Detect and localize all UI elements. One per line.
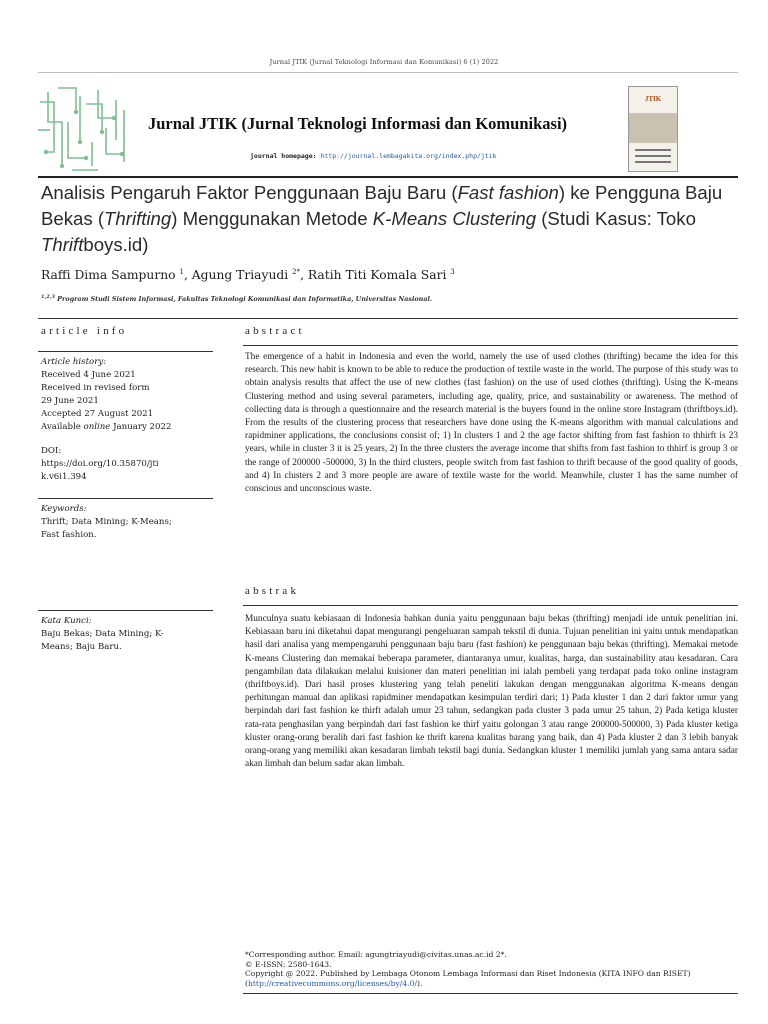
kata-kunci-text: Baju Bekas; Data Mining; K- [41, 629, 164, 639]
received-date: Received 4 June 2021 [41, 370, 136, 380]
keywords-text: Thrift; Data Mining; K-Means; [41, 517, 172, 527]
license-paren: ( [245, 978, 248, 988]
kata-kunci-rule [38, 610, 213, 611]
author-name: Ratih Titi Komala Sari [307, 268, 447, 283]
accepted-date: Accepted 27 August 2021 [41, 409, 154, 419]
keywords-text: Fast fashion. [41, 530, 97, 540]
cover-line [635, 155, 671, 157]
abstract-text: The emergence of a habit in Indonesia and even the world, namely the use of used clothes (thrifting) became the idea for this research. This new habit is known to be able to reduce the production of textile waste in the world. The purpose of this study was to obtain analysis results that affect the use of new clothes (fast fashion) on the use of used clothes (thrifting). Using the K-means Clustering method and using several parameters, including age, quality, price, and sustainability or awareness. The method of collecting data is through a questionnaire and the research material is the buyers found in the online store Instagram (thriftboys.id). From the results of the clustering process that researchers have done using the K-means algorithm with manual calculations and rapidminer applications, the conclusions consist of; 1) In clusters 1 and 2 the age factor shifting from fast fashion to thhirft is 23 years, while in cluster 3 it is 25 years, 2) In the three clusters the average income that shifts from fast fashion to thhirf is group 3 or the range of 200000 -500000, 3) In the third clusters, people switch from fast fashion to thrift because of the good quality of goods, and 4) In clusters 2 and 3 more people are aware of textile waste for the world. Meanwhile, cluster 1 has the same number of conscious and unconscious waste. [245, 352, 738, 495]
abstrak-heading: abstrak [245, 585, 300, 597]
title-divider [38, 318, 738, 319]
doi-link-cont[interactable]: k.v6i1.394 [41, 472, 87, 482]
article-info-heading: article info [41, 325, 128, 337]
license-link[interactable]: http://creativecommons.org/licenses/by/4.0/ [247, 978, 417, 988]
title-italic: Fast fashion [457, 182, 559, 203]
paper-title [41, 180, 731, 258]
title-text: ) ke Pengguna Baju Bekas ( [41, 182, 723, 229]
abstract-heading: abstract [245, 325, 305, 337]
abstrak-text: Munculnya suatu kebiasaan di Indonesia bahkan dunia yaitu penggunaan baju bekas (thrifting) menjadi ide untuk penelitian ini. Kebiasaan baru ini diketahui dapat mengurangi pengeluaran sampah tekstil di dunia. Tujuan penelitian ini yaitu untuk mendapatkan hasil dari analisa yang mempengaruhi penggunaan baju baru (fast fashion) ke penggunaan baju bekas (thrifting). Memakai metode K-means Clustering dan memakai beberapa parameter, diantaranya umur, kualitas, harga, dan sustainability atau kesadaran. Cara pengambilan data dilakukan melalui kuisioner dan materi penelitian ini ialah pembeli yang terdapat pada toko online instagram (thriftboys.id). Dari hasil proses klustering yang telah peneliti lakukan dengan menggunakan algoritma K-means dengan perhitungan manual dan aplikasi rapidminer mendapatkan kesimpulan terdiri dari; 1) Pada kluster 1 dan 2 dari faktor umur yang berpindah dari fast fashion ke thirft adalah umur 23 tahun, sedangkan pada cluster 3 pada umur 25 tahun, 2) Pada ketiga kluster rata-rata penghasilan yang berpindah dari fast fashion ke thirf yaitu golongan 3 atau range 200000-500000, 3) Pada kluster ketiga kluster orang-orang beralih dari fast fashion ke thrift karena kualitas barang yang baik, dan 4) Pada kluster 2 dan 3 lebih banyak orang-orang yang memiliki akan kesadaran limbah tekstil bagi dunia. Sedangkan kluster 1 memiliki jumlah yang sama antara sadar akan limbah dan belum sadar akan limbah. [245, 614, 738, 770]
title-text: (Studi Kasus: Toko [536, 208, 696, 229]
journal-logo-icon [36, 82, 136, 174]
keywords-rule [38, 498, 213, 499]
footer [245, 950, 750, 988]
running-header: Jurnal JTIK (Jurnal Teknologi Informasi dan Komunikasi) 6 (1) 2022 [269, 58, 499, 66]
author-sup: 1 [179, 268, 184, 276]
author-list: Raffi Dima Sampurno $^1$, Agung Triayudi $^{2*}$, Ratih Titi Komala Sari $^3$ [41, 268, 455, 283]
footer-rule [243, 993, 738, 994]
author-name: Raffi Dima Sampurno [41, 268, 176, 283]
doi-label: DOI: [41, 446, 62, 456]
available-text: January 2022 [110, 422, 172, 432]
doi-link[interactable]: https://doi.org/10.35870/jti [41, 459, 159, 469]
copyright: Copyright @ 2022. Published by Lembaga Otonom Lembaga Informasi dan Riset Indonesia (KITA INFO dan RISET) [245, 969, 691, 979]
title-italic: Thrift [41, 234, 84, 255]
cover-band [629, 113, 677, 143]
history-label: Article history: [41, 357, 107, 367]
title-text: boys.id) [83, 234, 149, 255]
cover-line [635, 161, 671, 163]
corresponding-author: *Corresponding author. Email: agungtriayudi@civitas.unas.ac.id 2*. [245, 950, 507, 959]
author-name: Agung Triayudi [191, 268, 289, 283]
cover-line [635, 149, 671, 151]
affiliation-sup: 1,2,3 [41, 294, 55, 300]
revised-label: Received in revised form [41, 383, 150, 393]
available-date [41, 421, 213, 434]
header-bottom-rule [38, 176, 738, 178]
journal-title: Jurnal JTIK (Jurnal Teknologi Informasi dan Komunikasi) [148, 114, 568, 133]
title-italic: K-Means Clustering [372, 208, 537, 229]
affiliation [41, 294, 432, 303]
keywords [41, 503, 213, 542]
keywords-label: Keywords: [41, 504, 87, 514]
available-text: Available [41, 422, 84, 432]
homepage-link[interactable]: http://journal.lembagakita.org/index.php/jtik [320, 152, 497, 160]
kata-kunci-text: Means; Baju Baru. [41, 642, 122, 652]
e-issn: © E-ISSN: 2580-1643. [245, 959, 332, 969]
title-italic: Thrifting [104, 208, 172, 229]
abstract-rule [243, 345, 738, 346]
author-sup: 2* [292, 268, 301, 276]
affiliation-text: Program Studi Sistem Informasi, Fakultas Teknologi Komunikasi dan Informatika, Universitas Nasional. [57, 295, 433, 304]
article-history [41, 356, 213, 484]
header-top-rule [38, 72, 738, 73]
license [245, 979, 750, 989]
journal-cover-image [628, 86, 678, 172]
cover-title: JTIK [644, 95, 662, 103]
author-sup: 3 [450, 268, 455, 276]
kata-kunci [41, 615, 213, 654]
journal-homepage [250, 152, 497, 160]
title-text: ) Menggunakan Metode [171, 208, 373, 229]
available-italic: online [83, 422, 111, 432]
kata-kunci-label: Kata Kunci: [41, 616, 92, 626]
title-text: Analisis Pengaruh Faktor Penggunaan Baju Baru ( [41, 182, 458, 203]
homepage-label: journal homepage: [250, 152, 317, 160]
article-info-rule [38, 351, 213, 352]
license-paren: ). [416, 978, 423, 988]
revised-date: 29 June 2021 [41, 396, 99, 406]
abstrak-rule [243, 605, 738, 606]
